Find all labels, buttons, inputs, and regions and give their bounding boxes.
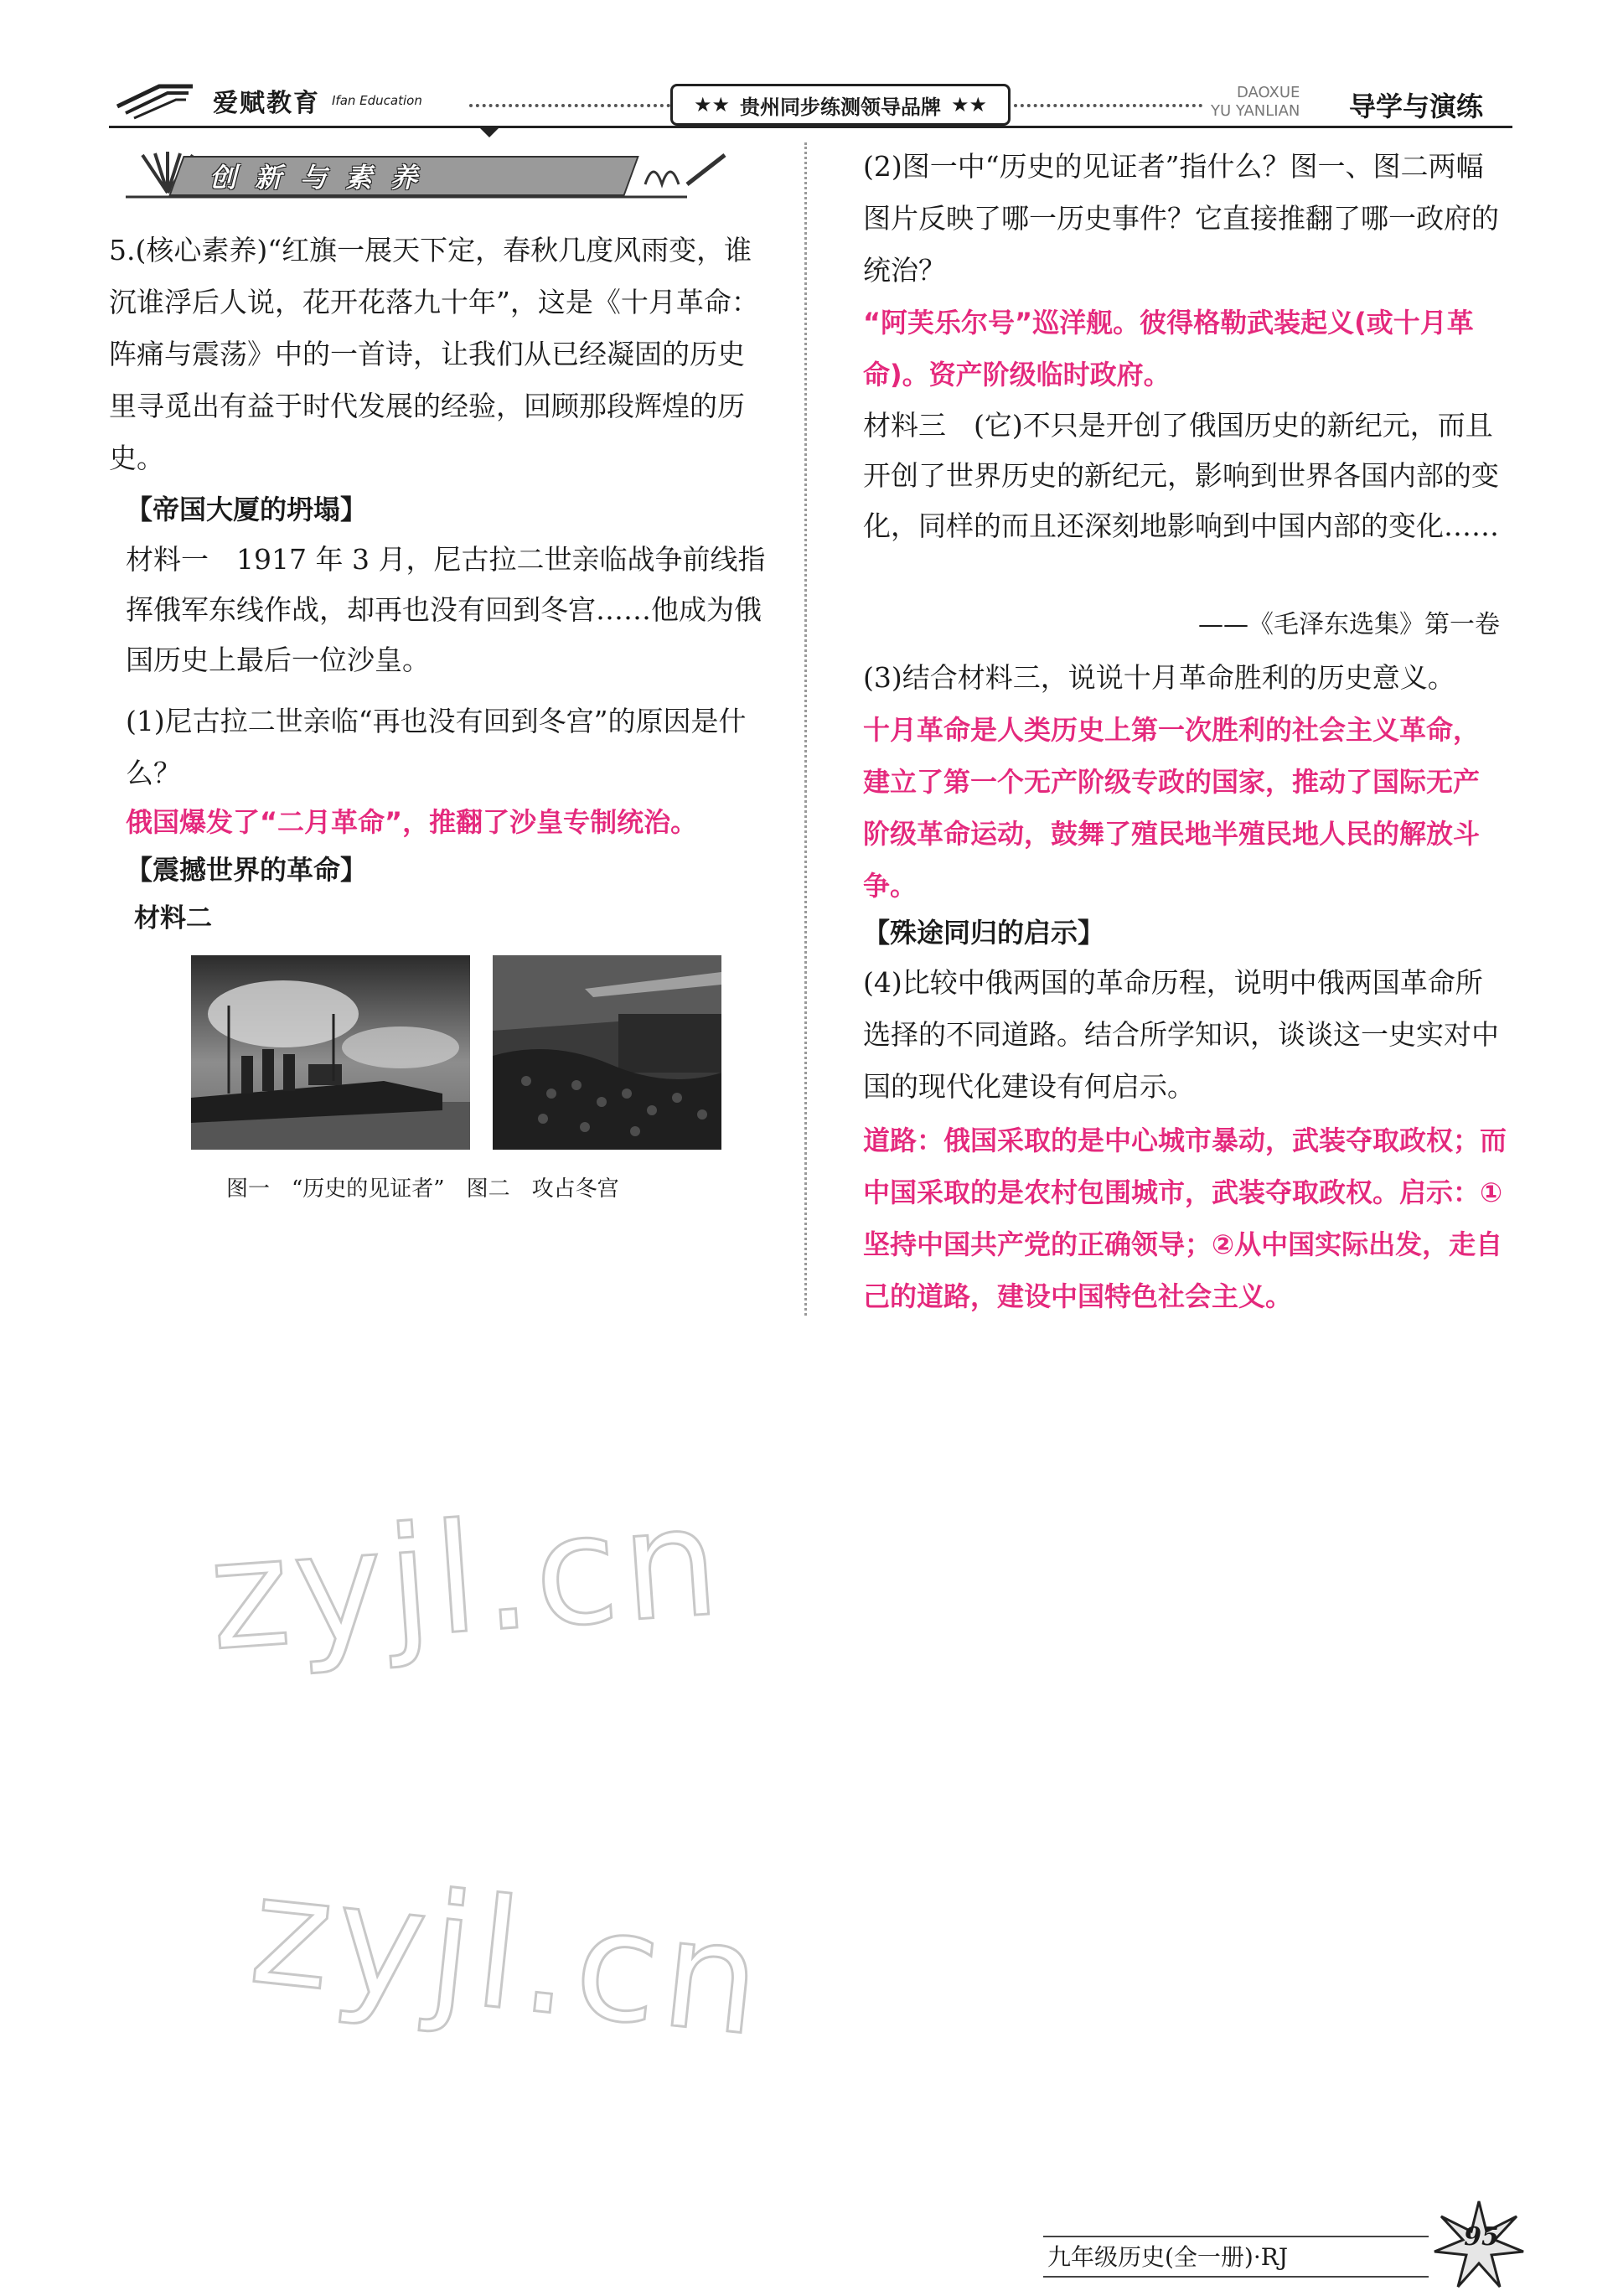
header-rule — [109, 126, 1512, 128]
column-divider — [804, 142, 807, 1316]
watermark: zyjl.cn — [243, 1842, 773, 2071]
question-2: (2)图一中“历史的见证者”指什么？图一、图二两幅图片反映了哪一历史事件？它直接推翻了哪一政府的统治？ — [863, 150, 1499, 287]
material-1: 材料一 1917 年 3 月，尼古拉二世亲临战争前线指挥俄军东线作战，却再也没有回到冬宫……他成为俄国历史上最后一位沙皇。 — [126, 543, 766, 676]
brand-name: 爱赋教育 — [213, 89, 320, 118]
section-title: 创新与素养 — [209, 162, 437, 194]
header-english-line2: YU YANLIAN — [1211, 102, 1300, 120]
brand-english-name: Ifan Education — [332, 93, 422, 108]
watermark: zyjl.cn — [204, 1473, 729, 1685]
header-title: 导学与演练 — [1349, 90, 1484, 122]
question-1: (1)尼古拉二世亲临“再也没有回到冬宫”的原因是什么？ — [126, 705, 747, 789]
subheading-world-revolution: 【震撼世界的革命】 — [126, 854, 368, 886]
figure-1-cruiser-photo — [191, 955, 470, 1150]
figure-2-winter-palace-photo — [493, 955, 721, 1150]
brand-logo-icon — [109, 81, 201, 120]
answer-4: 道路：俄国采取的是中心城市暴动，武装夺取政权；而中国采取的是农村包围城市，武装夺取政权。启示：①坚持中国共产党的正确领导；②从中国实际出发，走自己的道路，建设中国特色社会主义。 — [863, 1125, 1507, 1312]
subheading-empire-collapse: 【帝国大厦的坍塌】 — [126, 494, 368, 525]
subheading-same-goal: 【殊途同归的启示】 — [863, 917, 1105, 949]
footer-book-title: 九年级历史(全一册)·RJ — [1047, 2243, 1289, 2271]
answer-3: 十月革命是人类历史上第一次胜利的社会主义革命，建立了第一个无产阶级专政的国家，推动了国际无产阶级革命运动，鼓舞了殖民地半殖民地人民的解放斗争。 — [863, 714, 1481, 902]
star-icon: ★★ — [693, 93, 730, 116]
header-english-title — [1211, 84, 1300, 121]
star-icon: ★★ — [951, 93, 988, 116]
header-dots-left — [469, 104, 670, 107]
question-4: (4)比较中俄两国的革命历程，说明中俄两国革命所选择的不同道路。结合所学知识，谈谈这一史实对中国的现代化建设有何启示。 — [863, 966, 1499, 1103]
material-3-source: ——《毛泽东选集》第一卷 — [1198, 610, 1500, 639]
material-3: 材料三 (它)不只是开创了俄国历史的新纪元，而且开创了世界历史的新纪元，影响到世界各国内部的变化，同样的而且还深刻地影响到中国内部的变化…… — [863, 409, 1499, 542]
header-english-line1: DAOXUE — [1236, 84, 1300, 101]
header-banner — [670, 84, 1011, 126]
banner-text: 贵州同步练测领导品牌 — [740, 95, 941, 119]
answer-1: 俄国爆发了“二月革命”，推翻了沙皇专制统治。 — [126, 806, 698, 838]
question-5-intro: 5.(核心素养)“红旗一展天下定，春秋几度风雨变，谁沉谁浮后人说，花开花落九十年”，这是《十月革命：阵痛与震荡》中的一首诗，让我们从已经凝固的历史里寻觅出有益于时代发展的经验，回顾那段辉煌的历史。 — [109, 234, 759, 474]
material-2-label: 材料二 — [134, 903, 212, 933]
header-notch — [478, 126, 501, 137]
question-3: (3)结合材料三，说说十月革命胜利的历史意义。 — [863, 661, 1455, 694]
brand — [109, 80, 422, 122]
header-dots-right — [1014, 104, 1202, 107]
answer-2: “阿芙乐尔号”巡洋舰。彼得格勒武装起义(或十月革命)。资产阶级临时政府。 — [863, 307, 1474, 390]
page-number: 95 — [1464, 2222, 1499, 2252]
figure-caption: 图一 “历史的见证者” 图二 攻占冬宫 — [226, 1176, 619, 1202]
